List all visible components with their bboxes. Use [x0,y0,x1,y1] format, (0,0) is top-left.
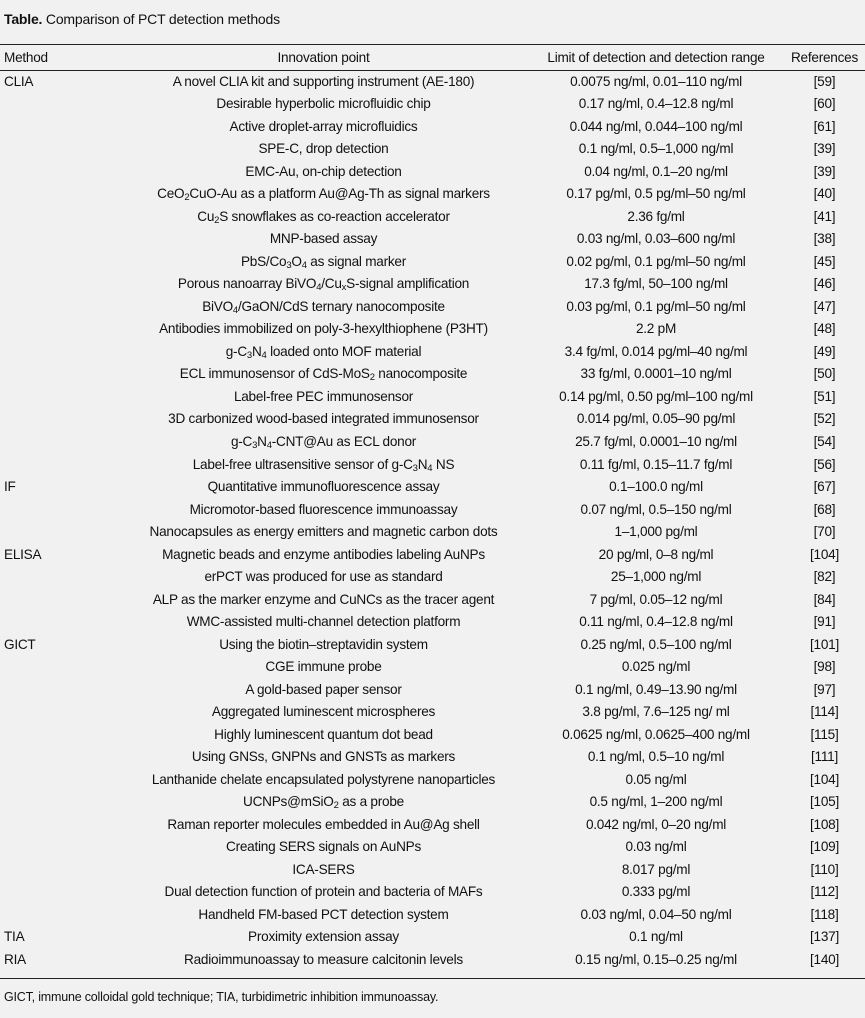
table-row [0,678,865,701]
detection-limit-cell: 0.03 pg/ml, 0.1 pg/ml–50 ng/ml [566,298,746,314]
method-cell [0,588,119,611]
header-references: References [790,50,858,65]
reference-cell: [111] [811,749,838,765]
innovation-point-cell: A gold-based paper sensor [245,681,402,697]
table-row [0,475,865,498]
reference-cell: [108] [810,816,839,832]
reference-cell: [101] [810,636,839,652]
innovation-point-cell: Raman reporter molecules embedded in Au@Ag shell [167,816,480,832]
table-row [0,633,865,656]
reference-cell: [56] [813,456,836,472]
innovation-point-cell: Label-free ultrasensitive sensor of $g-C_3N_4$ NS [192,456,455,474]
table-row [0,926,865,949]
detection-limit-cell: 0.0075 ng/ml, 0.01–110 ng/ml [570,73,742,89]
table-row [0,318,865,341]
detection-limit-cell: 33 fg/ml, 0.0001–10 ng/ml [580,366,732,382]
reference-cell: [115] [810,726,839,742]
table-row [0,881,865,904]
reference-cell: [38] [813,231,836,247]
method-cell [0,745,119,768]
reference-cell: [70] [813,524,836,540]
innovation-point-cell: Desirable hyperbolic microfluidic chip [216,96,431,112]
method-cell: CLIA [4,73,34,89]
detection-limit-cell: 3.8 pg/ml, 7.6–125 ng/ ml [582,704,730,720]
innovation-point-cell: Radioimmunoassay to measure calcitonin levels [184,951,463,967]
innovation-point-cell: SPE-C, drop detection [258,141,389,157]
method-cell [0,858,119,881]
detection-limit-cell: 25.7 fg/ml, 0.0001–10 ng/ml [575,434,737,449]
method-cell [0,138,119,161]
table-row [0,768,865,791]
innovation-point-cell: Antibodies immobilized on poly-3-hexylthiophene (P3HT) [159,321,488,337]
reference-cell: [40] [813,186,836,202]
method-cell: GICT [4,636,36,652]
innovation-point-cell: EMC-Au, on-chip detection [245,163,402,179]
method-cell [0,453,119,476]
table-row [0,385,865,408]
table-row [0,93,865,116]
detection-limit-cell: 0.1–100.0 ng/ml [609,479,703,495]
detection-limit-cell: 0.0625 ng/ml, 0.0625–400 ng/ml [562,726,750,742]
reference-cell: [51] [813,388,836,404]
table-row [0,138,865,161]
reference-cell: [48] [813,321,836,337]
detection-limit-cell: 0.04 ng/ml, 0.1–20 ng/ml [584,163,728,179]
method-cell [0,430,119,453]
innovation-point-cell: Aggregated luminescent microspheres [211,704,436,720]
header-method: Method [4,50,48,65]
detection-limit-cell: 0.025 ng/ml [621,659,691,675]
innovation-point-cell: BiVO$_4$/GaON/CdS ternary nanocomposite [202,298,445,316]
innovation-point-cell: CGE immune probe [265,659,382,675]
table-caption [4,11,280,27]
header-innovation-point: Innovation point [277,50,370,65]
innovation-point-cell: ALP as the marker enzyme and CuNCs as the tracer agent [152,591,495,607]
table-row [0,453,865,476]
method-cell [0,228,119,251]
reference-cell: [97] [813,681,836,697]
method-cell [0,903,119,926]
innovation-point-cell: UCNPs@mSiO$_2$ as a probe [243,794,404,812]
detection-limit-cell: 0.11 fg/ml, 0.15–11.7 fg/ml [579,456,733,472]
method-cell [0,836,119,859]
reference-cell: [114] [810,704,839,720]
table-row [0,115,865,138]
method-cell [0,250,119,273]
detection-limit-cell: 2.2 pM [635,321,677,337]
bottom-rule [0,978,865,979]
innovation-point-cell: CeO$_2$CuO-Au as a platform Au@Ag-Th as signal markers [157,186,490,204]
innovation-point-cell: Magnetic beads and enzyme antibodies labeling AuNPs [162,546,485,562]
detection-limit-cell: 0.044 ng/ml, 0.044–100 ng/ml [569,118,743,134]
method-cell [0,295,119,318]
header-row [0,45,865,70]
reference-cell: [109] [810,839,839,855]
detection-limit-cell: 0.11 ng/ml, 0.4–12.8 ng/ml [579,614,733,630]
innovation-point-cell: Micromotor-based fluorescence immunoassay [189,501,458,517]
innovation-point-cell: Porous nanoarray $BiVO_4/Cu_xS$-signal amplification [177,276,470,294]
table-row [0,430,865,453]
innovation-point-cell: 3D carbonized wood-based integrated immunosensor [168,411,479,427]
method-cell [0,205,119,228]
innovation-point-cell: Using the biotin–streptavidin system [219,636,428,652]
method-cell: ELISA [4,546,42,562]
method-cell: TIA [4,929,25,945]
method-cell [0,655,119,678]
detection-limit-cell: 3.4 fg/ml, 0.014 pg/ml–40 ng/ml [564,343,748,359]
method-cell [0,700,119,723]
detection-limit-cell: 0.02 pg/ml, 0.1 pg/ml–50 ng/ml [566,253,746,269]
innovation-point-cell: $g-C_3N_4$ loaded onto MOF material [225,343,422,361]
table-row [0,498,865,521]
table-row [0,70,865,93]
method-cell [0,791,119,814]
comparison-table [0,45,865,971]
table-row [0,250,865,273]
detection-limit-cell: 0.1 ng/ml, 0.5–1,000 ng/ml [578,141,734,157]
detection-limit-cell: 0.15 ng/ml, 0.15–0.25 ng/ml [575,951,737,967]
reference-cell: [41] [813,208,836,224]
method-cell: RIA [4,951,26,967]
innovation-point-cell: Highly luminescent quantum dot bead [214,726,433,742]
reference-cell: [82] [813,569,836,585]
table-row [0,565,865,588]
detection-limit-cell: 1–1,000 pg/ml [614,524,698,540]
table-row [0,543,865,566]
method-cell [0,498,119,521]
method-cell [0,363,119,386]
table-header [0,45,865,70]
table-row [0,791,865,814]
reference-cell: [59] [813,73,836,89]
detection-limit-cell: 0.03 ng/ml [625,839,687,855]
method-cell [0,813,119,836]
table-body [0,70,865,971]
reference-cell: [39] [813,163,836,179]
table-footnote: GICT, immune colloidal gold technique; TIA, turbidimetric inhibition immunoassay. [4,990,439,1004]
detection-limit-cell: 17.3 fg/ml, 50–100 ng/ml [584,276,728,292]
table-row [0,813,865,836]
method-cell [0,115,119,138]
table-row [0,700,865,723]
detection-limit-cell: 0.03 ng/ml, 0.03–600 ng/ml [576,231,736,247]
reference-cell: [140] [810,951,839,967]
innovation-point-cell: ECL immunosensor of CdS-MoS$_2$ nanocomposite [179,366,468,384]
method-cell [0,160,119,183]
innovation-point-cell: PbS/$Co_3O_4$ as signal marker [240,253,407,271]
table-row [0,948,865,971]
table-row [0,183,865,206]
detection-limit-cell: 0.14 pg/ml, 0.50 pg/ml–100 ng/ml [559,388,753,404]
table-row [0,836,865,859]
detection-limit-cell: 0.1 ng/ml [629,929,683,945]
reference-cell: [46] [813,276,836,292]
innovation-point-cell: Active droplet-array microfluidics [229,118,418,134]
reference-cell: [112] [810,884,839,900]
innovation-point-cell: Quantitative immunofluorescence assay [207,479,440,495]
table-row [0,745,865,768]
reference-cell: [110] [810,861,839,877]
innovation-point-cell: Nanocapsules as energy emitters and magnetic carbon dots [149,524,498,540]
innovation-point-cell: Creating SERS signals on AuNPs [226,839,421,855]
reference-cell: [49] [813,343,836,359]
reference-cell: [118] [810,906,839,922]
detection-limit-cell: 20 pg/ml, 0–8 ng/ml [598,546,714,562]
innovation-point-cell: Lanthanide chelate encapsulated polystyrene nanoparticles [151,771,496,787]
method-cell [0,340,119,363]
reference-cell: [91] [813,614,836,630]
detection-limit-cell: 0.1 ng/ml, 0.49–13.90 ng/ml [575,681,737,697]
caption-label: Table. [4,11,43,27]
table-row [0,228,865,251]
innovation-point-cell: $Cu_2S$ snowflakes as co-reaction accelerator [197,208,450,226]
detection-limit-cell: 0.042 ng/ml, 0–20 ng/ml [585,816,727,832]
method-cell [0,318,119,341]
detection-limit-cell: 0.03 ng/ml, 0.04–50 ng/ml [580,906,732,922]
innovation-point-cell: Proximity extension assay [248,929,399,945]
table-row [0,340,865,363]
innovation-point-cell: erPCT was produced for use as standard [204,569,443,585]
table-row [0,588,865,611]
method-cell [0,610,119,633]
reference-cell: [60] [813,96,836,112]
table-row [0,610,865,633]
method-cell [0,723,119,746]
reference-cell: [50] [813,366,836,382]
detection-limit-cell: 25–1,000 ng/ml [610,569,702,585]
innovation-point-cell: Handheld FM-based PCT detection system [198,906,449,922]
table-row [0,273,865,296]
table-row [0,520,865,543]
method-cell [0,520,119,543]
innovation-point-cell: WMC-assisted multi-channel detection platform [186,614,461,630]
header-limit-of-detection: Limit of detection and detection range [547,50,765,65]
reference-cell: [45] [813,253,836,269]
detection-limit-cell: 0.5 ng/ml, 1–200 ng/ml [589,794,723,810]
table-row [0,160,865,183]
reference-cell: [47] [813,298,836,314]
reference-cell: [39] [813,141,836,157]
innovation-point-cell: MNP-based assay [269,231,378,247]
method-cell [0,678,119,701]
reference-cell: [98] [813,659,836,675]
method-cell [0,768,119,791]
detection-limit-cell: 0.25 ng/ml, 0.5–100 ng/ml [580,636,732,652]
method-cell [0,183,119,206]
innovation-point-cell: $g-C_3N_4-CNT@Au$ as ECL donor [230,434,417,451]
method-cell [0,881,119,904]
detection-limit-cell: 0.07 ng/ml, 0.5–150 ng/ml [580,501,732,517]
caption-text: Comparison of PCT detection methods [42,11,280,27]
detection-limit-cell: 2.36 fg/ml [627,208,685,224]
table-row [0,408,865,431]
table-row [0,858,865,881]
table-row [0,655,865,678]
reference-cell: [52] [813,411,836,427]
method-cell [0,408,119,431]
innovation-point-cell: Using GNSs, GNPNs and GNSTs as markers [191,749,456,765]
detection-limit-cell: 8.017 pg/ml [621,861,691,877]
detection-limit-cell: 0.17 pg/ml, 0.5 pg/ml–50 ng/ml [566,186,746,202]
reference-cell: [67] [813,479,836,495]
detection-limit-cell: 0.014 pg/ml, 0.05–90 pg/ml [576,411,736,427]
innovation-point-cell: ICA-SERS [292,861,355,877]
method-cell [0,385,119,408]
table-row [0,723,865,746]
reference-cell: [104] [810,771,839,787]
table-row [0,295,865,318]
table-row [0,205,865,228]
innovation-point-cell: A novel CLIA kit and supporting instrument (AE-180) [172,73,475,89]
detection-limit-cell: 0.05 ng/ml [625,771,687,787]
reference-cell: [54] [813,434,836,449]
method-cell: IF [4,479,16,495]
detection-limit-cell: 0.333 pg/ml [621,884,691,900]
innovation-point-cell: Label-free PEC immunosensor [233,388,414,404]
reference-cell: [105] [810,794,839,810]
reference-cell: [84] [813,591,836,607]
innovation-point-cell: Dual detection function of protein and bacteria of MAFs [164,884,483,900]
reference-cell: [68] [813,501,836,517]
reference-cell: [104] [810,546,839,562]
reference-cell: [137] [810,929,839,945]
table-row [0,903,865,926]
method-cell [0,273,119,296]
detection-limit-cell: 7 pg/ml, 0.05–12 ng/ml [589,591,723,607]
reference-cell: [61] [813,118,836,134]
detection-limit-cell: 0.17 ng/ml, 0.4–12.8 ng/ml [578,96,734,112]
method-cell [0,565,119,588]
table-row [0,363,865,386]
detection-limit-cell: 0.1 ng/ml, 0.5–10 ng/ml [587,749,725,765]
method-cell [0,93,119,116]
